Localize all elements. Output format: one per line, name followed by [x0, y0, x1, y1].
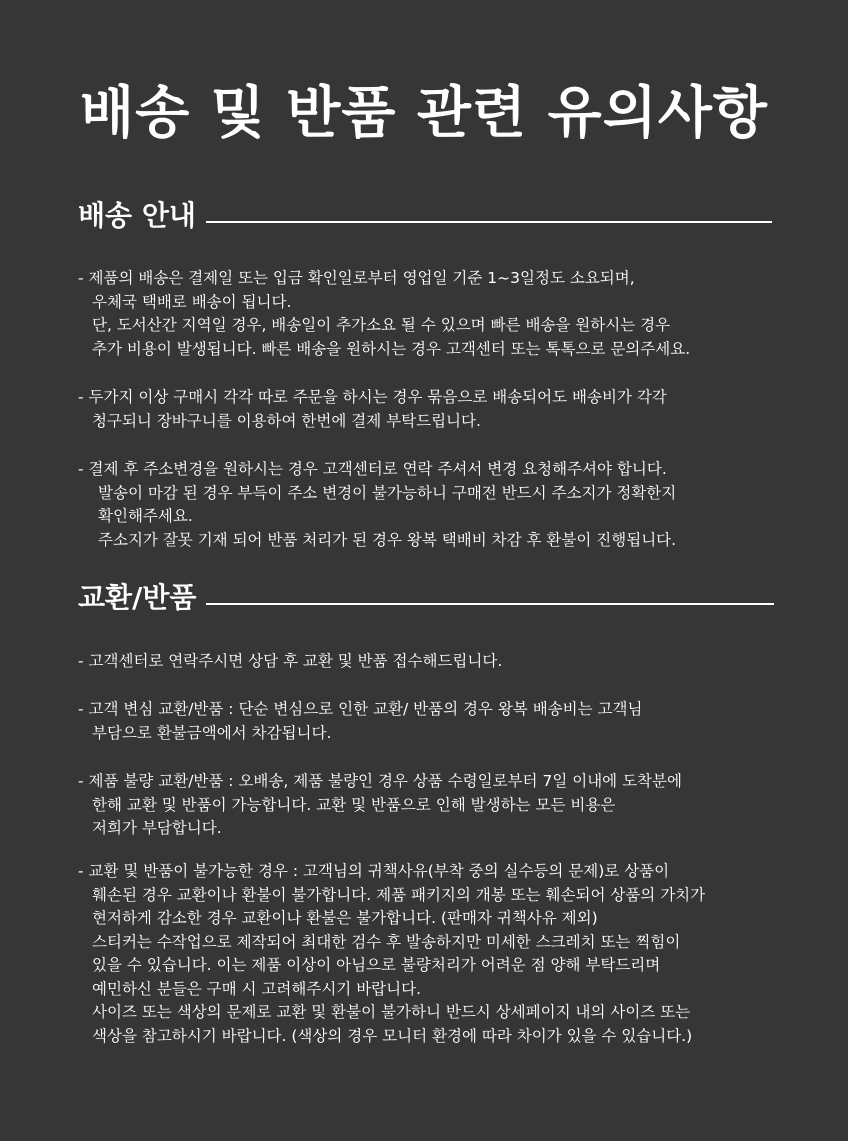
notice-line: 확인해주세요.: [98, 507, 193, 525]
notice-paragraph: [78, 698, 778, 745]
notice-line: 있을 수 있습니다. 이는 제품 이상이 아님으로 불량처리가 어려운 점 양해 부탁드리며: [92, 956, 661, 974]
notice-line: - 고객 변심 교환/반품 : 단순 변심으로 인한 교환/ 반품의 경우 왕복 배송비는 고객님: [78, 700, 643, 718]
notice-paragraph: [78, 386, 778, 433]
notice-paragraph: [78, 770, 778, 841]
notice-line: 사이즈 또는 색상의 문제로 교환 및 환불이 불가하니 반드시 상세페이지 내의 사이즈 또는: [92, 1003, 691, 1021]
notice-line: 우체국 택배로 배송이 됩니다.: [92, 292, 292, 311]
notice-line: 청구되니 장바구니를 이용하여 한번에 결제 부탁드립니다.: [92, 411, 481, 430]
notice-line: 부담으로 환불금액에서 차감됩니다.: [92, 723, 332, 742]
notice-line: 저희가 부담합니다.: [92, 819, 222, 837]
notice-line: - 제품의 배송은 결제일 또는 입금 확인일로부터 영업일 기준 1~3일정도 소요되며,: [78, 269, 635, 287]
page-title: 배송 및 반품 관련 유의사항: [79, 81, 769, 146]
notice-paragraph: [78, 860, 778, 1048]
notice-line: - 두가지 이상 구매시 각각 따로 주문을 하시는 경우 묶음으로 배송되어도 배송비가 각각: [78, 388, 667, 406]
notice-line: 훼손된 경우 교환이나 환불이 불가합니다. 제품 패키지의 개봉 또는 훼손되어 상품의 가치가: [92, 885, 706, 904]
notice-line: 스티커는 수작업으로 제작되어 최대한 검수 후 발송하지만 미세한 스크레치 또는 찍힘이: [92, 932, 681, 951]
notice-paragraph: [78, 267, 778, 361]
notice-line: 예민하신 분들은 구매 시 고려해주시기 바랍니다.: [92, 979, 422, 998]
section-heading-shipping: [78, 196, 772, 236]
notice-line: 단, 도서산간 지역일 경우, 배송일이 추가소요 될 수 있으며 빠른 배송을 원하시는 경우: [92, 316, 671, 334]
notice-line: - 교환 및 반품이 불가능한 경우 : 고객님의 귀책사유(부착 중의 실수등의 문제)로 상품이: [78, 862, 670, 880]
notice-line: - 결제 후 주소변경을 원하시는 경우 고객센터로 연락 주셔서 변경 요청해주셔야 합니다.: [78, 460, 667, 478]
notice-paragraph: [78, 458, 778, 552]
notice-line: - 제품 불량 교환/반품 : 오배송, 제품 불량인 경우 상품 수령일로부터 7일 이내에 도착분에: [78, 772, 682, 790]
notice-paragraph: [78, 650, 778, 674]
notice-line: 한해 교환 및 반품이 가능합니다. 교환 및 반품으로 인해 발생하는 모든 비용은: [92, 795, 616, 814]
notice-line: 색상을 참고하시기 바랍니다. (색상의 경우 모니터 환경에 따라 차이가 있을 수 있습니다.): [92, 1026, 693, 1045]
notice-line: 발송이 마감 된 경우 부득이 주소 변경이 불가능하니 구매전 반드시 주소지가 정확한지: [98, 483, 677, 502]
notice-line: 추가 비용이 발생됩니다. 빠른 배송을 원하시는 경우 고객센터 또는 톡톡으로 문의주세요.: [92, 339, 691, 358]
notice-line: - 고객센터로 연락주시면 상담 후 교환 및 반품 접수해드립니다.: [78, 652, 503, 670]
section-heading-exchange-return: [78, 578, 774, 618]
section-divider: [206, 603, 774, 605]
notice-line: 현저하게 감소한 경우 교환이나 환불은 불가합니다. (판매자 귀책사유 제외): [92, 909, 598, 927]
section-divider: [206, 221, 772, 223]
section-heading-label: 교환/반품: [78, 581, 197, 614]
notice-line: 주소지가 잘못 기재 되어 반품 처리가 된 경우 왕복 택배비 차감 후 환불이 진행됩니다.: [98, 530, 677, 549]
section-heading-label: 배송 안내: [78, 199, 196, 232]
